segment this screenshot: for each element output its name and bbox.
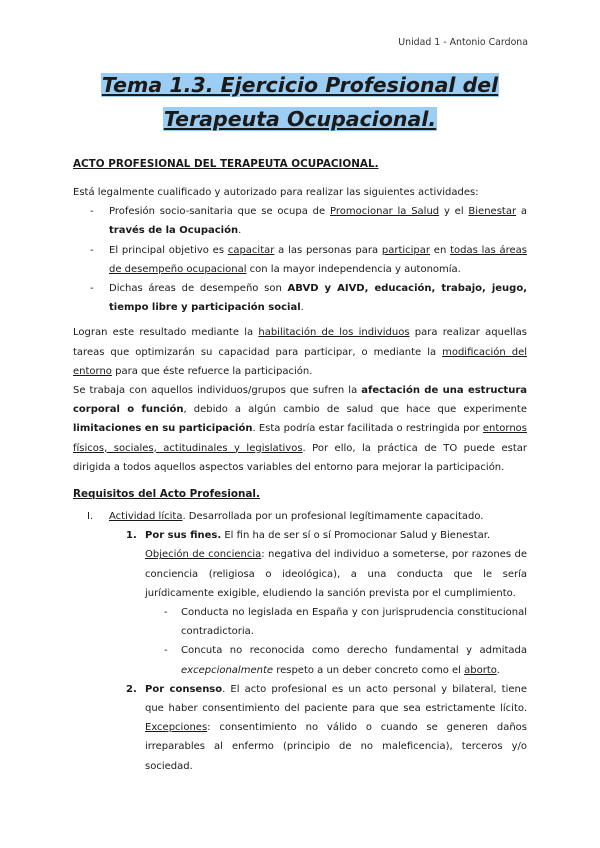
numbered-item-por-sus-fines: 1. Por sus fines. El fin ha de ser sí o sí Promocionar Salud y Bienestar. Objeción de conciencia: negativa del individuo a someterse, por razones de conciencia (religiosa o ideológica), a una conducta que le sería jurídicamente exigible, eludiendo la sanción prevista por el cumplimiento. — [126, 530, 527, 599]
page-header: Unidad 1 - Antonio Cardona — [398, 37, 528, 48]
paragraph-afectacion: Se trabaja con aquellos individuos/grupos que sufren la afectación de una estructura corporal o función, debido a algún cambio de salud que hace que experimente limitaciones en su participación. Esta podría estar facilitada o restringida por entornos físicos, sociales, actitudinales y legislativos. Por ello, la práctica de TO puede estar dirigida a todos aquellos aspectos variables del entorno para mejorar la participación. — [73, 385, 528, 473]
document-title-line-2: Terapeuta Ocupacional. — [163, 107, 437, 131]
document-title-line-1: Tema 1.3. Ejercicio Profesional del — [101, 73, 499, 97]
paragraph-habilitacion: Logran este resultado mediante la habilitación de los individuos para realizar aquellas tareas que optimizarán su capacidad para participar, o mediante la modificación del entorno para que éste refuerce la participación. — [73, 327, 527, 377]
intro-paragraph: Está legalmente cualificado y autorizado para realizar las siguientes actividades: — [73, 187, 479, 198]
list-item: - Conducta no legislada en España y con jurisprudencia constitucional contradictoria. — [181, 603, 527, 641]
document-body — [73, 155, 527, 776]
list-item: - Profesión socio-sanitaria que se ocupa de Promocionar la Salud y el Bienestar a través de la Ocupación. — [73, 202, 527, 240]
list-item: - Dichas áreas de desempeño son ABVD y AIVD, educación, trabajo, jeugo, tiempo libre y participación social. — [73, 279, 527, 317]
section-heading-requisitos: Requisitos del Acto Profesional. — [73, 488, 260, 501]
numbered-item-por-consenso: 2. Por consenso. El acto profesional es un acto personal y bilateral, tiene que haber consentimiento del paciente para que sea estrictamente lícito. Excepciones: consentimiento no válido o cuando se generen daños irreparables al enfermo (principio de no maleficencia), terceros y/o sociedad. — [126, 683, 527, 772]
objecion-sublist — [73, 603, 527, 680]
list-item: - Concuta no reconocida como derecho fundamental y admitada excepcionalmente respeto a un deber concreto como el aborto. — [181, 641, 527, 679]
roman-item-1: I. Actividad lícita. Desarrollada por un profesional legítimamente capacitado. — [87, 511, 484, 523]
list-item: - El principal objetivo es capacitar a las personas para participar en todas las áreas de desempeño ocupacional con la mayor independencia y autonomía. — [73, 241, 527, 279]
section-heading-acto-profesional: ACTO PROFESIONAL DEL TERAPEUTA OCUPACIONAL. — [73, 158, 379, 170]
activities-list — [73, 202, 527, 317]
